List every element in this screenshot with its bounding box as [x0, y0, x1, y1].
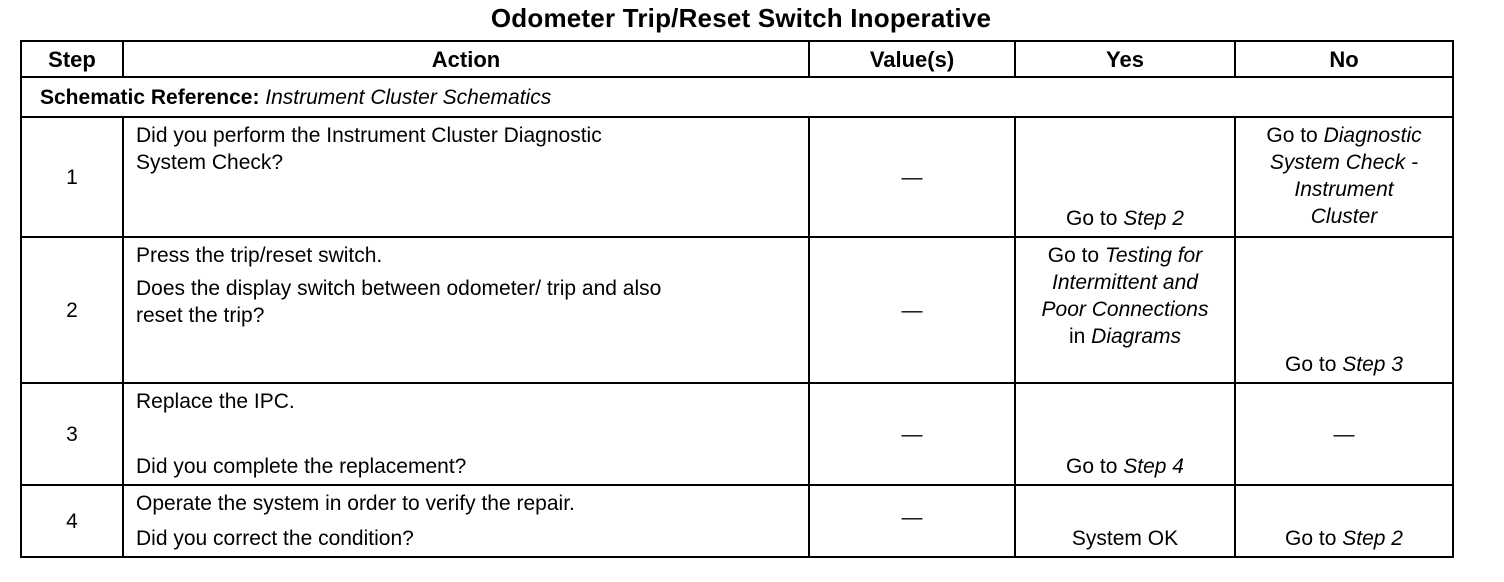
value-cell: — — [809, 383, 1015, 485]
step-number: 1 — [21, 117, 123, 237]
header-action: Action — [123, 41, 809, 77]
no-cell — [1235, 485, 1453, 557]
yes-text: in — [1068, 325, 1092, 348]
action-cell — [123, 383, 809, 485]
action-text: Did you complete the replacement? — [136, 455, 467, 478]
action-text: System Check? — [136, 151, 284, 174]
yes-link: Testing for — [1104, 244, 1203, 267]
no-link: System Check - — [1269, 151, 1419, 174]
header-yes: Yes — [1015, 41, 1235, 77]
action-cell — [123, 117, 809, 237]
action-cell — [123, 485, 809, 557]
no-cell: — — [1235, 383, 1453, 485]
header-step: Step — [21, 41, 123, 77]
yes-prefix: Go to — [1047, 244, 1105, 267]
schematic-reference-row — [21, 77, 1453, 117]
no-link: Diagnostic — [1323, 124, 1422, 147]
no-link: Instrument — [1294, 178, 1394, 201]
yes-cell — [1015, 383, 1235, 485]
action-text: Did you correct the condition? — [136, 527, 414, 550]
header-no: No — [1235, 41, 1453, 77]
table-row — [21, 383, 1453, 485]
step-number: 2 — [21, 237, 123, 383]
value-cell: — — [809, 237, 1015, 383]
step-number: 3 — [21, 383, 123, 485]
schematic-value: Instrument Cluster Schematics — [265, 85, 552, 109]
no-link: Step 2 — [1342, 527, 1403, 550]
schematic-label: Schematic Reference: — [40, 85, 260, 109]
action-text: Replace the IPC. — [136, 390, 295, 413]
no-link: Cluster — [1310, 205, 1378, 228]
action-text: reset the trip? — [136, 304, 265, 327]
yes-link: Diagrams — [1091, 325, 1182, 348]
header-row — [21, 41, 1453, 77]
diagnostic-table — [20, 40, 1454, 558]
no-prefix: Go to — [1285, 527, 1343, 550]
no-link: Step 3 — [1342, 353, 1403, 376]
action-text: Operate the system in order to verify the repair. — [136, 492, 575, 515]
yes-link: Step 4 — [1123, 455, 1184, 478]
schematic-reference — [21, 77, 1453, 117]
yes-link: Step 2 — [1123, 207, 1184, 230]
yes-cell: System OK — [1015, 485, 1235, 557]
step-number: 4 — [21, 485, 123, 557]
value-cell: — — [809, 117, 1015, 237]
value-cell: — — [809, 485, 1015, 557]
table-row — [21, 117, 1453, 237]
yes-cell — [1015, 117, 1235, 237]
action-text: Did you perform the Instrument Cluster Diagnostic — [136, 124, 602, 147]
no-cell — [1235, 117, 1453, 237]
action-text: Press the trip/reset switch. — [136, 244, 383, 267]
yes-link: Intermittent and — [1052, 271, 1198, 294]
table-row — [21, 237, 1453, 383]
no-cell — [1235, 237, 1453, 383]
page-title: Odometer Trip/Reset Switch Inoperative — [490, 3, 992, 33]
no-prefix: Go to — [1266, 124, 1324, 147]
header-values: Value(s) — [809, 41, 1015, 77]
action-text: Does the display switch between odometer/ trip and also — [136, 277, 662, 300]
table-row — [21, 485, 1453, 557]
no-prefix: Go to — [1285, 353, 1343, 376]
yes-prefix: Go to — [1066, 207, 1124, 230]
yes-prefix: Go to — [1066, 455, 1124, 478]
action-cell — [123, 237, 809, 383]
yes-cell — [1015, 237, 1235, 383]
yes-link: Poor Connections — [1041, 298, 1209, 321]
